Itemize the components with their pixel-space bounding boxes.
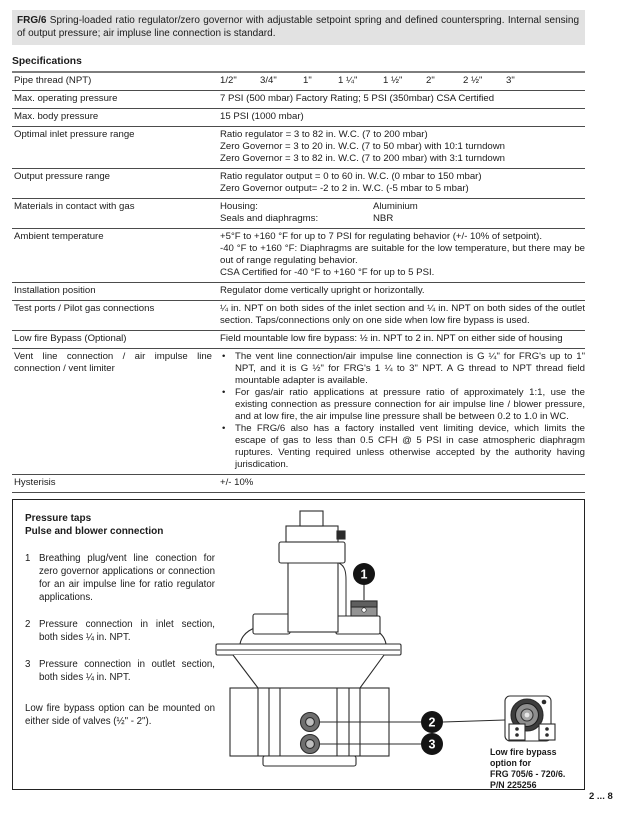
row-label: Hysterisis <box>14 477 56 488</box>
page-number: 2 ... 8 <box>589 791 613 802</box>
value-line: +5°F to +160 °F for up to 7 PSI for regulating behavior (+/- 10% of setpoint). <box>220 231 543 242</box>
table-row-test-ports <box>12 301 585 331</box>
row-label: Max. body pressure <box>14 111 99 122</box>
pipe-size: 1 ¼" <box>338 75 358 86</box>
material-pair <box>220 201 585 213</box>
pipe-size: 3" <box>506 75 515 86</box>
row-value: 7 PSI (500 mbar) Factory Rating; 5 PSI (350mbar) CSA Certified <box>220 93 495 104</box>
specifications-title: Specifications <box>12 56 82 67</box>
material-name: Housing: <box>220 201 258 212</box>
row-label: Ambient temperature <box>14 231 104 242</box>
pressure-taps-title <box>25 512 215 538</box>
row-label: Optimal inlet pressure range <box>14 129 135 140</box>
product-header <box>12 10 585 45</box>
row-value: Regulator dome vertically upright or horizontally. <box>220 285 425 296</box>
callout-2-number: 2 <box>428 715 436 730</box>
legend-number: 3 <box>25 659 31 670</box>
table-row-low-fire-bypass <box>12 331 585 349</box>
product-name: FRG/6 <box>17 15 47 26</box>
table-row-pipe-thread <box>12 73 585 91</box>
pipe-size: 2" <box>426 75 435 86</box>
row-value <box>220 129 585 165</box>
table-row-max-operating <box>12 91 585 109</box>
table-row-installation <box>12 283 585 301</box>
panel-title-line2: Pulse and blower connection <box>25 526 164 537</box>
row-value: 15 PSI (1000 mbar) <box>220 111 304 122</box>
table-row-hysterisis <box>12 475 585 493</box>
pipe-size: 3/4" <box>260 75 277 86</box>
bypass-tab-right <box>539 724 555 740</box>
value-line: -40 °F to +160 °F: Diaphragms are suitable for the low temperature, but there may be out of range regulating behavior. <box>220 243 585 266</box>
vent-bullet: • The FRG/6 also has a factory installed vent limiting device, which limits the escape of gas to less than 0.5 CFH @ 5 PSI in case atmospheric diaphragm ruptures. Venting required unless otherwise accepted by the authority having jurisdication. <box>220 423 585 471</box>
bypass-screw <box>542 700 547 705</box>
pressure-taps-text <box>25 512 215 728</box>
tower-set-screw <box>337 531 345 539</box>
value-line: Ratio regulator output = 0 to 60 in. W.C. (0 mbar to 150 mbar) <box>220 171 482 182</box>
bypass-caption <box>490 747 590 791</box>
table-row-output-range <box>12 169 585 199</box>
pipe-size: 1 ½" <box>383 75 403 86</box>
row-value <box>220 351 585 471</box>
table-row-max-body <box>12 109 585 127</box>
value-line: Zero Governor = 3 to 82 in. W.C. (7 to 200 mbar) with 3:1 turndown <box>220 153 506 164</box>
material-name: Seals and diaphragms: <box>220 213 319 224</box>
value-line: CSA Certified for -40 °F to +160 °F for up to 5 PSI. <box>220 267 435 278</box>
callout-2-to-bypass <box>443 720 505 722</box>
pipe-size: 2 ½" <box>463 75 483 86</box>
tower-cap <box>300 511 323 526</box>
vent-line <box>339 563 346 616</box>
pipe-size: 1/2" <box>220 75 237 86</box>
left-fitting <box>253 614 290 634</box>
panel-title-line1: Pressure taps <box>25 513 92 524</box>
legend-item-2 <box>25 618 215 644</box>
row-value: +/- 10% <box>220 477 254 488</box>
row-value <box>220 171 585 195</box>
tower-collar <box>279 542 345 563</box>
table-row-vent-line <box>12 349 585 475</box>
dome-taper <box>233 655 384 688</box>
table-row-materials <box>12 199 585 229</box>
row-label: Output pressure range <box>14 171 110 182</box>
row-value <box>220 201 585 225</box>
pipe-size: 1" <box>303 75 312 86</box>
row-value: Field mountable low fire bypass: ½ in. NPT to 2 in. NPT on either side of housing <box>220 333 563 344</box>
row-value <box>220 231 585 279</box>
plug-stub <box>336 616 380 634</box>
tower-box <box>286 526 338 542</box>
spring-tower <box>288 562 338 632</box>
value-line: Zero Governor output= -2 to 2 in. W.C. (-5 mbar to 5 mbar) <box>220 183 469 194</box>
row-label: Test ports / Pilot gas connections <box>14 303 155 314</box>
page-content <box>12 10 585 790</box>
legend-item-3 <box>25 658 215 684</box>
value-line: Ratio regulator = 3 to 82 in. W.C. (7 to 200 mbar) <box>220 129 428 140</box>
row-label: Installation position <box>14 285 96 296</box>
bypass-caption-line: Low fire bypass <box>490 747 557 757</box>
legend-item-1 <box>25 552 215 604</box>
row-label: Pipe thread (NPT) <box>14 75 92 86</box>
bypass-note: Low fire bypass option can be mounted on either side of valves (½" - 2"). <box>25 703 215 727</box>
row-value: ¼ in. NPT on both sides of the inlet section and ¼ in. NPT on both sides of the outlet section. Taps/connections only on one side when low fire bypass is used. <box>220 303 585 326</box>
row-label: Vent line connection / air impulse line connection / vent limiter <box>14 351 212 374</box>
vent-bullet: • The vent line connection/air impulse line connection is G ¼" for FRG's up to 1" NPT, and it is G ½" for FRG's 1 ¼ to 3" NPT. A G thread to NPT thread field mountable adapter is available. <box>220 351 585 387</box>
legend-text: Pressure connection in outlet section, both sides ¼ in. NPT. <box>39 659 215 683</box>
bypass-caption-line: FRG 705/6 - 720/6. <box>490 769 566 779</box>
row-label: Low fire Bypass (Optional) <box>14 333 127 344</box>
table-row-ambient <box>12 229 585 283</box>
legend-number: 1 <box>25 553 31 564</box>
bypass-tab-left <box>509 724 525 740</box>
row-label: Materials in contact with gas <box>14 201 135 212</box>
specifications-table <box>12 71 585 493</box>
legend-text: Pressure connection in inlet section, both sides ¼ in. NPT. <box>39 619 215 643</box>
bypass-caption-line: option for <box>490 758 532 768</box>
pressure-taps-panel <box>12 499 585 790</box>
vent-bullet: • For gas/air ratio applications at pressure ratio of approximately 1:1, use the existing connection as pressure connection for air impulse line / blower pressure, and at low fire, the air impulse line pressure shall be between 0.2 to 1.0 in WC. <box>220 387 585 423</box>
callout-3-number: 3 <box>428 737 436 752</box>
material-value: Aluminium <box>373 201 418 212</box>
bottom-plate <box>263 756 356 766</box>
bypass-caption-line: P/N 225256 <box>490 780 537 790</box>
callout-1-number: 1 <box>360 567 368 582</box>
table-row-optimal-inlet <box>12 127 585 169</box>
material-pair <box>220 213 585 225</box>
value-line: Zero Governor = 3 to 20 in. W.C. (7 to 50 mbar) with 10:1 turndown <box>220 141 506 152</box>
legend-number: 2 <box>25 619 31 630</box>
legend-text: Breathing plug/vent line conection for zero governor applications or connection for an air impulse line for ratio regulator applications. <box>39 553 215 603</box>
pipe-sizes <box>220 75 585 87</box>
product-description: Spring-loaded ratio regulator/zero governor with adjustable setpoint spring and defined counterspring. Internal sensing of output pressure; air impluse line connection is standard. <box>17 15 580 39</box>
row-label: Max. operating pressure <box>14 93 118 104</box>
material-value: NBR <box>373 213 394 224</box>
